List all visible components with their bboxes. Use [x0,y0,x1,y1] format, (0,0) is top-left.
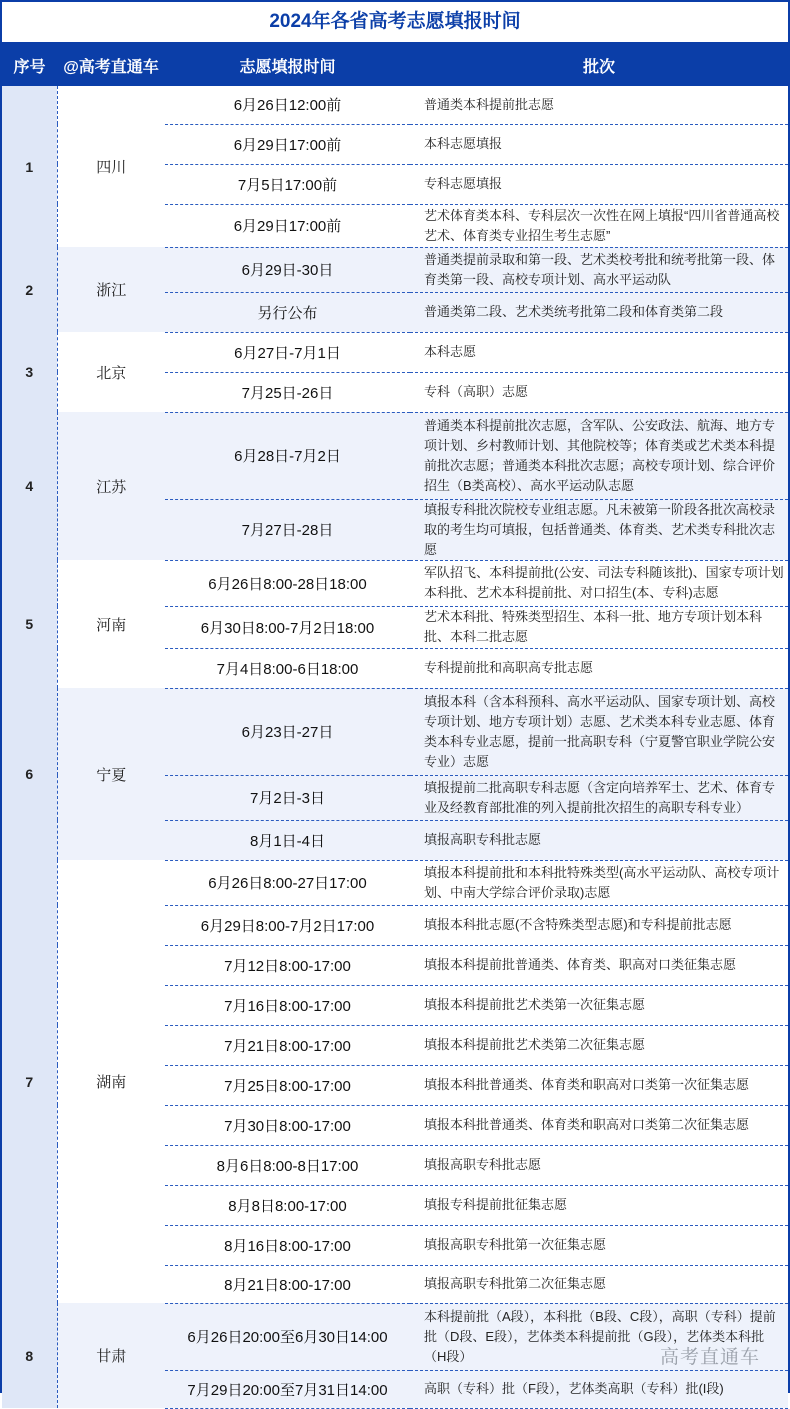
batch-cell: 填报本科提前批艺术类第二次征集志愿 [410,1025,788,1065]
row-index: 8 [2,1303,57,1408]
time-cell: 6月26日8:00-28日18:00 [165,560,410,606]
time-cell: 7月29日20:00至7月31日14:00 [165,1370,410,1408]
batch-cell: 填报高职专科批第一次征集志愿 [410,1225,788,1265]
time-cell: 7月25日-26日 [165,372,410,412]
time-cell: 7月16日8:00-17:00 [165,985,410,1025]
time-cell: 7月5日17:00前 [165,164,410,204]
time-cell: 6月23日-27日 [165,688,410,775]
batch-cell: 本科志愿 [410,332,788,372]
time-cell: 8月1日-4日 [165,820,410,860]
row-index: 7 [2,860,57,1303]
time-cell: 6月30日8:00-7月2日18:00 [165,606,410,648]
header-time: 志愿填报时间 [165,44,410,86]
time-cell: 7月4日8:00-6日18:00 [165,648,410,688]
province-cell: 北京 [96,364,127,382]
time-cell: 6月29日-30日 [165,247,410,292]
time-cell: 6月26日20:00至6月30日14:00 [165,1303,410,1370]
time-cell: 7月12日8:00-17:00 [165,945,410,985]
time-cell: 6月29日17:00前 [165,124,410,164]
batch-cell: 填报本科提前批普通类、体育类、职高对口类征集志愿 [410,945,788,985]
batch-cell: 普通类本科提前批次志愿，含军队、公安政法、航海、地方专项计划、乡村教师计划、其他院校等；体育类或艺术类本科提前批次志愿；普通类本科批次志愿；高校专项计划、综合评价招生（B类高校）、高水平运动队志愿 [410,412,788,499]
batch-cell: 艺术本科批、特殊类型招生、本科一批、地方专项计划本科批、本科二批志愿 [410,606,788,648]
header-index: 序号 [2,44,57,86]
time-cell: 6月28日-7月2日 [165,412,410,499]
row-index: 4 [2,412,57,560]
batch-cell: 填报本科（含本科预科、高水平运动队、国家专项计划、高校专项计划、地方专项计划）志愿、艺术类本科专业志愿、体育类本科专业志愿，提前一批高职专科（宁夏警官职业学院公安专业）志愿 [410,688,788,775]
table-row [2,412,788,499]
table-row [2,332,788,372]
row-index: 2 [2,247,57,332]
time-cell: 另行公布 [165,292,410,332]
batch-cell: 填报高职专科批第二次征集志愿 [410,1265,788,1303]
row-index: 3 [2,332,57,412]
batch-cell: 专科（高职）志愿 [410,372,788,412]
batch-cell: 填报本科批普通类、体育类和职高对口类第二次征集志愿 [410,1105,788,1145]
batch-cell: 专科提前批和高职高专批志愿 [410,648,788,688]
batch-cell: 填报本科批志愿(不含特殊类型志愿)和专科提前批志愿 [410,905,788,945]
batch-cell: 普通类提前录取和第一段、艺术类校考批和统考批第一段、体育类第一段、高校专项计划、高水平运动队 [410,247,788,292]
table-row [2,86,788,124]
province-cell: 四川 [96,159,127,176]
header-province: @高考直通车 [57,44,165,86]
time-cell: 6月26日12:00前 [165,86,410,124]
watermark: 高考直通车 [659,1347,760,1368]
row-index: 5 [2,560,57,688]
batch-cell: 填报提前二批高职专科志愿（含定向培养军士、艺术、体育专业及经教育部批准的列入提前批次招生的高职专科专业） [410,775,788,820]
time-cell: 7月21日8:00-17:00 [165,1025,410,1065]
table-row [2,688,788,775]
time-cell: 7月30日8:00-17:00 [165,1105,410,1145]
batch-cell: 填报本科批普通类、体育类和职高对口类第一次征集志愿 [410,1065,788,1105]
batch-cell: 军队招飞、本科提前批(公安、司法专科随该批)、国家专项计划本科批、艺术本科提前批、对口招生(本、专科)志愿 [410,560,788,606]
batch-cell: 填报本科提前批艺术类第一次征集志愿 [410,985,788,1025]
batch-cell: 普通类第二段、艺术类统考批第二段和体育类第二段 [410,292,788,332]
row-index: 1 [2,86,57,247]
time-cell: 8月21日8:00-17:00 [165,1265,410,1303]
batch-cell: 填报专科批次院校专业组志愿。凡未被第一阶段各批次高校录取的考生均可填报，包括普通类、体育类、艺术类专科批次志愿 [410,499,788,560]
province-cell: 江苏 [57,412,165,560]
time-cell: 6月29日8:00-7月2日17:00 [165,905,410,945]
province-cell: 浙江 [57,247,165,332]
time-cell: 7月25日8:00-17:00 [165,1065,410,1105]
province-cell: 宁夏 [57,688,165,860]
province-cell: 湖南 [96,1074,127,1091]
batch-cell: 本科提前批（A段），本科批（B段、C段），高职（专科）提前批（D段、E段），艺体类本科提前批（G段），艺体类本科批（H段） [410,1303,788,1370]
table-row [2,247,788,292]
batch-cell: 高职（专科）批（F段），艺体类高职（专科）批(I段) [410,1370,788,1408]
batch-cell: 填报专科提前批征集志愿 [410,1185,788,1225]
row-index: 6 [2,688,57,860]
batch-cell: 专科志愿填报 [410,164,788,204]
batch-cell: 艺术体育类本科、专科层次一次性在网上填报“四川省普通高校艺术、体育类专业招生考生志愿” [410,204,788,247]
header-batch: 批次 [410,44,788,86]
time-cell: 8月6日8:00-8日17:00 [165,1145,410,1185]
batch-cell: 填报本科提前批和本科批特殊类型(高水平运动队、高校专项计划、中南大学综合评价录取)志愿 [410,860,788,905]
batch-cell: 填报高职专科批志愿 [410,1145,788,1185]
batch-cell: 本科志愿填报 [410,124,788,164]
province-cell: 河南 [96,616,127,634]
time-cell: 8月8日8:00-17:00 [165,1185,410,1225]
time-cell: 6月29日17:00前 [165,204,410,247]
time-cell: 6月27日-7月1日 [165,332,410,372]
table-row [2,560,788,606]
time-cell: 7月2日-3日 [165,775,410,820]
table-row [2,860,788,905]
table-header-row [2,44,788,86]
province-cell: 甘肃 [57,1303,165,1408]
schedule-table [2,44,788,1409]
time-cell: 8月16日8:00-17:00 [165,1225,410,1265]
batch-cell: 填报高职专科批志愿 [410,820,788,860]
time-cell: 7月27日-28日 [165,499,410,560]
page-title: 2024年各省高考志愿填报时间 [2,2,788,44]
time-cell: 6月26日8:00-27日17:00 [165,860,410,905]
batch-cell: 普通类本科提前批志愿 [410,86,788,124]
